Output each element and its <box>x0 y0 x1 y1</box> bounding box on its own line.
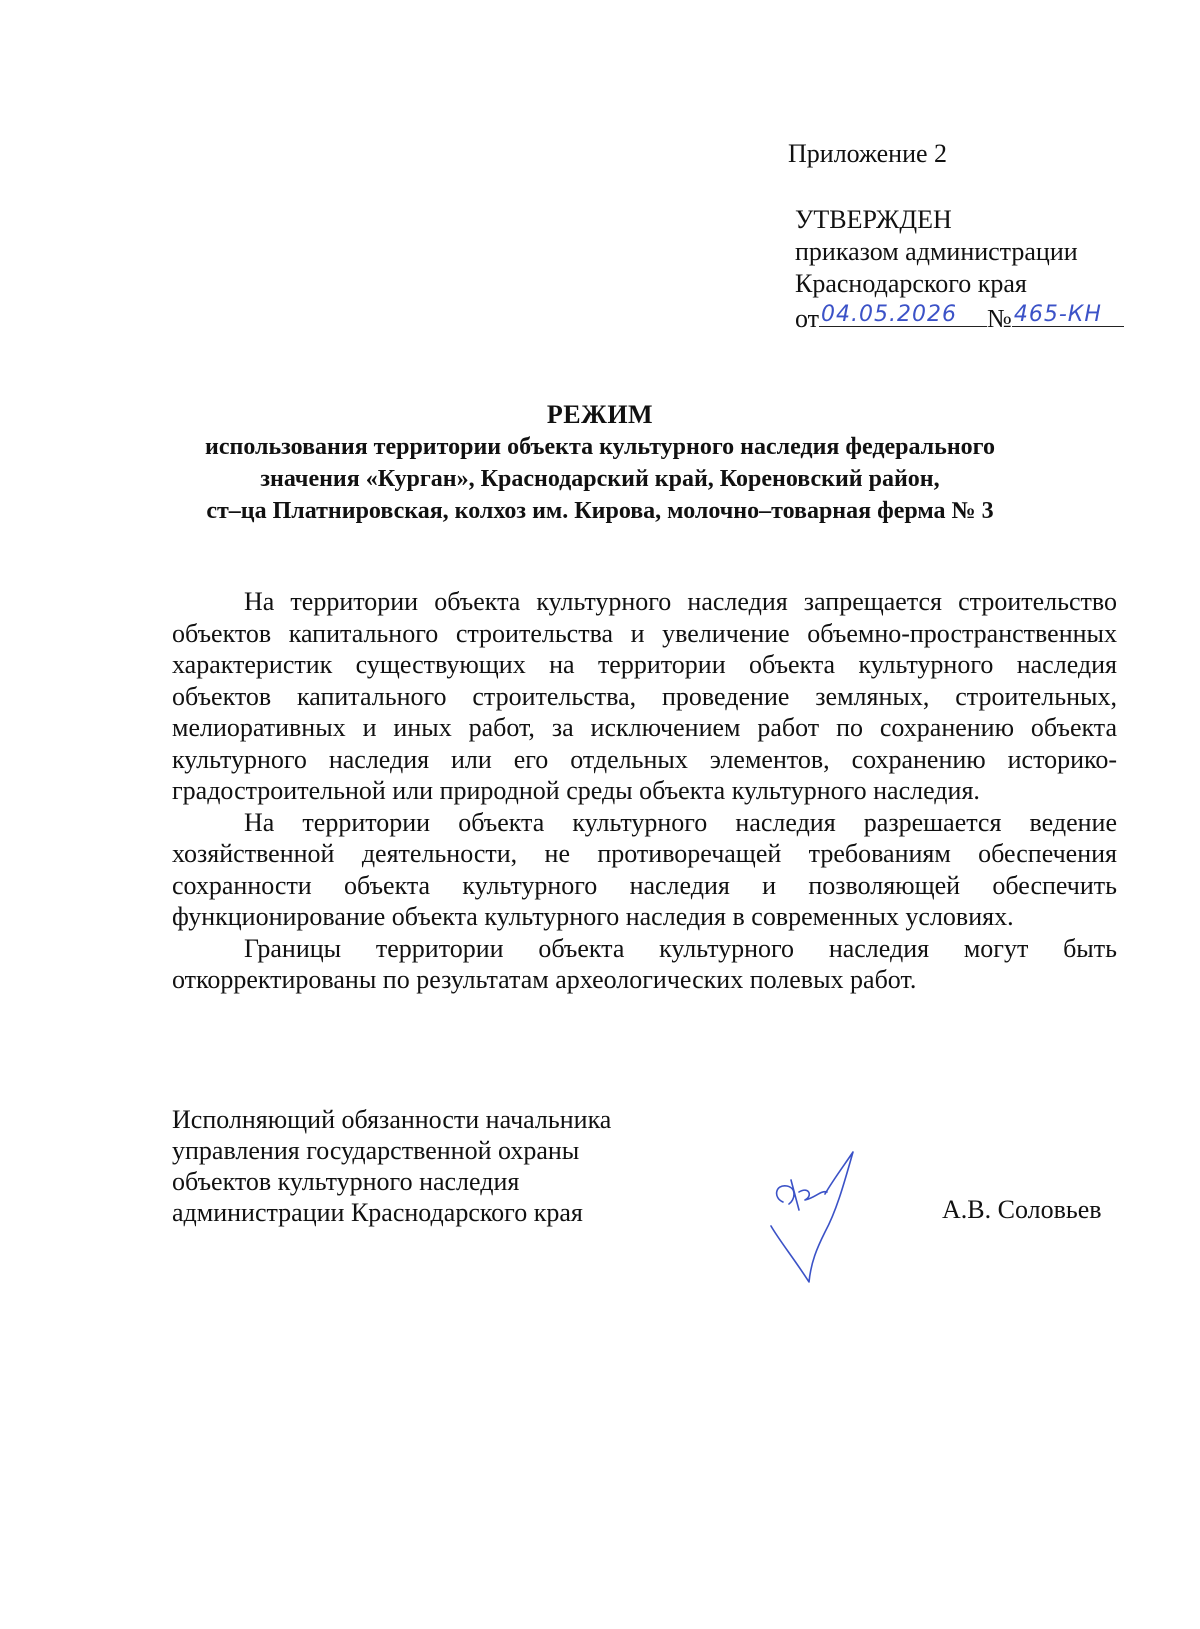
signer-position-line-4: администрации Краснодарского края <box>172 1198 583 1227</box>
number-blank <box>1012 300 1124 327</box>
appendix-label: Приложение 2 <box>788 139 948 168</box>
approval-authority-line-1: приказом администрации <box>795 237 1078 266</box>
title-line-3: ст–ца Платнировская, колхоз им. Кирова, молочно–товарная ферма № 3 <box>206 498 994 524</box>
title-line-2: значения «Курган», Краснодарский край, Кореновский район, <box>260 466 940 492</box>
signer-position <box>172 1104 611 1228</box>
document-body <box>172 586 1117 996</box>
body-paragraph-1: На территории объекта культурного наследия запрещается строительство объектов капитального строительства и увеличение объемно-пространственных характеристик существующих на территории объекта культурного наследия объектов капитального строительства, проведение земляных, строительных, мелиоративных и иных работ, за исключением работ по сохранению объекта культурного наследия или его отдельных элементов, сохранению историко-градостроительной или природной среды объекта культурного наследия. <box>172 587 1117 805</box>
approval-status: УТВЕРЖДЕН <box>795 205 952 234</box>
date-blank <box>819 300 987 327</box>
order-date-number-line <box>795 300 1155 334</box>
body-paragraph-3: Границы территории объекта культурного наследия могут быть откорректированы по результатам археологических полевых работ. <box>172 933 1117 994</box>
approval-authority-line-2: Краснодарского края <box>795 269 1027 298</box>
signer-position-line-3: объектов культурного наследия <box>172 1167 520 1196</box>
body-paragraph-2: На территории объекта культурного наследия разрешается ведение хозяйственной деятельности, не противоречащей требованиям обеспечения сохранности объекта культурного наследия и позволяющей обеспечить функционирование объекта культурного наследия в современных условиях. <box>172 807 1117 931</box>
title-line-1: использования территории объекта культурного наследия федерального <box>205 434 995 460</box>
date-prefix: от <box>795 304 820 333</box>
document-title <box>150 399 1050 527</box>
handwritten-date: 04.05.2026 <box>821 302 957 327</box>
signer-position-line-2: управления государственной охраны <box>172 1136 580 1165</box>
signer-position-line-1: Исполняющий обязанности начальника <box>172 1105 612 1134</box>
handwritten-signature <box>765 1140 875 1300</box>
title-heading: РЕЖИМ <box>546 400 654 429</box>
approval-block <box>795 204 1155 334</box>
handwritten-number: 465-КН <box>1013 302 1102 327</box>
signer-name: А.В. Соловьев <box>942 1195 1102 1224</box>
number-prefix: № <box>987 304 1012 333</box>
